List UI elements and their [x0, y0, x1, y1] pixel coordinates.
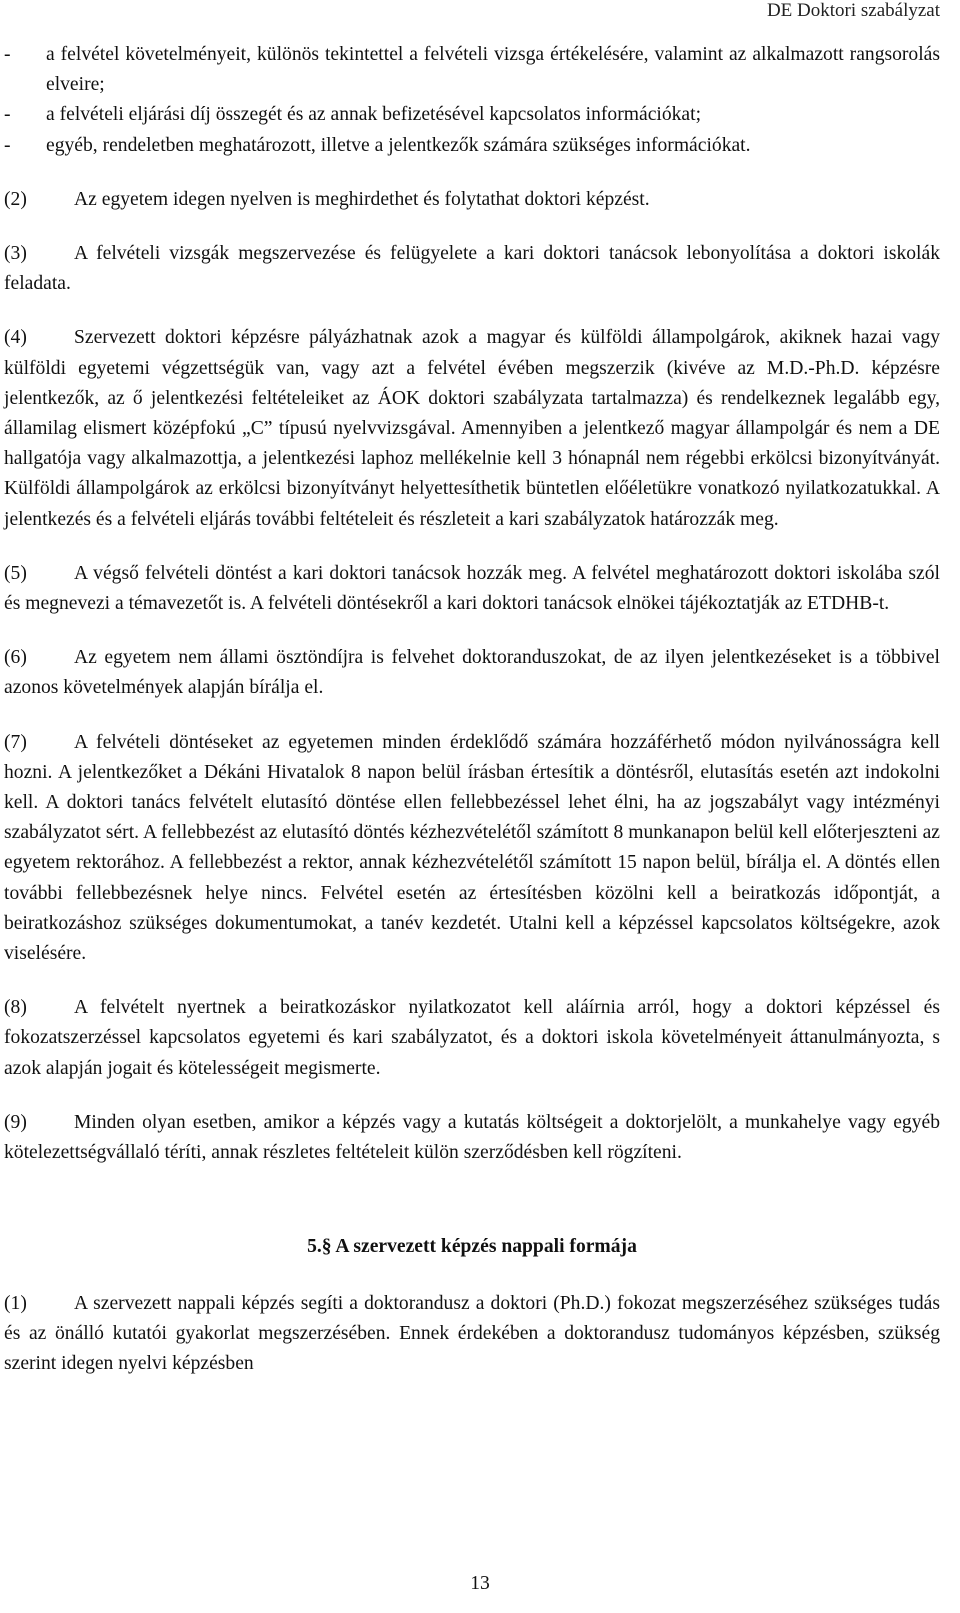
document-body — [4, 40, 940, 1403]
paragraph-4 — [4, 323, 940, 534]
paragraph-3 — [4, 239, 940, 299]
paragraph-text: A felvételt nyertnek a beiratkozáskor nyilatkozatot kell aláírnia arról, hogy a doktori képzéssel és fokozatszerzéssel kapcsolatos egyetemi és kari szabályzatot, és a doktori iskola követelményeit áttanulmányozta, s azok alapján jogait és kötelességeit megismerte. — [4, 997, 940, 1079]
paragraph-text: A felvételi döntéseket az egyetemen minden érdeklődő számára hozzáférhető módon nyilvánosságra kell hozni. A jelentkezőket a Dékáni Hivatalok 8 napon belül írásban értesítik a döntésről, elutasítás esetén azt indokolni kell. A doktori tanács felvételt elutasító döntése ellen fellebbezéssel lehet élni, ha az jogszabályt vagy intézményi szabályzatot sért. A fellebbezést az elutasító döntés kézhezvételétől számított 8 munkanapon belül kell előterjeszteni az egyetem rektorához. A fellebbezést a rektor, annak kézhezvételétől számított 15 napon belül, bírálja el. A döntés ellen további fellebbezésnek helye nincs. Felvétel esetén az értesítésben közölni kell a beiratkozás időpontját, a beiratkozáshoz szükséges dokumentumokat, a tanév kezdetét. Utalni kell a képzéssel kapcsolatos költségekre, azok viselésére. — [4, 731, 940, 965]
paragraph-text: A végső felvételi döntést a kari doktori tanácsok hozzák meg. A felvétel meghatározott doktori iskolába szól és megnevezi a témavezetőt is. A felvételi döntésekről a kari doktori tanácsok elnökei tájékoztatják az ETDHB-t. — [4, 562, 940, 615]
bullet-text: a felvételi eljárási díj összegét és az annak befizetésével kapcsolatos információkat; — [46, 104, 702, 126]
paragraph-7 — [4, 728, 940, 970]
paragraph-number: (8) — [4, 997, 27, 1019]
bullet-dash: - — [4, 134, 11, 156]
bullet-text: egyéb, rendeletben meghatározott, illetve a jelentkezők számára szükséges információkat. — [46, 134, 751, 156]
page-header: DE Doktori szabályzat — [766, 0, 940, 21]
page-number: 13 — [470, 1573, 490, 1594]
list-item — [4, 100, 940, 130]
paragraph-number: (9) — [4, 1111, 27, 1133]
paragraph-8 — [4, 993, 940, 1084]
paragraph-9 — [4, 1108, 940, 1168]
paragraph-number: (7) — [4, 731, 27, 753]
paragraph-2 — [4, 185, 940, 215]
list-item — [4, 40, 940, 100]
paragraph-6 — [4, 643, 940, 703]
bullet-text: a felvétel követelményeit, különös tekintettel a felvételi vizsga értékelésére, valamint az alkalmazott rangsorolás elveire; — [46, 44, 940, 96]
paragraph-text: Az egyetem nem állami ösztöndíjra is felvehet doktoranduszokat, de az ilyen jelentkezéseket is a többivel azonos követelmények alapján bírálja el. — [4, 647, 940, 699]
paragraph-number: (4) — [4, 327, 27, 349]
paragraph-number: (1) — [4, 1292, 27, 1314]
bullet-dash: - — [4, 44, 11, 65]
paragraph-text: Az egyetem idegen nyelven is meghirdethet és folytathat doktori képzést. — [74, 188, 650, 210]
list-item — [4, 131, 940, 161]
paragraph-number: (2) — [4, 188, 27, 210]
paragraph-number: (6) — [4, 647, 27, 669]
paragraph-number: (5) — [4, 562, 27, 584]
paragraph-text: A szervezett nappali képzés segíti a doktorandusz a doktori (Ph.D.) fokozat megszerzéséhez szükséges tudás és az önálló kutatói gyakorlat megszerzésében. Ennek érdekében a doktorandusz tudományos képzésben, szükség szerint idegen nyelvi képzésben — [4, 1292, 940, 1374]
paragraph-text: Minden olyan esetben, amikor a képzés vagy a kutatás költségeit a doktorjelölt, a munkahelye vagy egyéb kötelezettségvállaló téríti, annak részletes feltételeit külön szerződésben kell rögzíteni. — [4, 1111, 940, 1164]
section-paragraph-1 — [4, 1289, 940, 1380]
section-title: 5.§ A szervezett képzés nappali formája — [307, 1236, 637, 1258]
bullet-dash: - — [4, 104, 11, 126]
paragraph-number: (3) — [4, 243, 27, 265]
paragraph-5 — [4, 559, 940, 619]
paragraph-text: Szervezett doktori képzésre pályázhatnak azok a magyar és külföldi állampolgárok, akiknek hazai vagy külföldi egyetemi végzettségük van, vagy azt a felvétel évében megszerzik (kivéve az M.D.-Ph.D. képzésre jelentkezők, az ő jelentkezési feltételeiket az ÁOK doktori szabályzata tartalmazza) és rendelkeznek legalább egy, államilag elismert középfokú „C” típusú nyelvvizsgával. Amennyiben a jelentkező magyar állampolgár és nem a DE hallgatója vagy alkalmazottja, a jelentkezési laphoz mellékelnie kell 3 hónapnál nem régebbi erkölcsi bizonyítványát. Külföldi állampolgárok az erkölcsi bizonyítványt helyettesíthetik büntetlen előéletükre vonatkozó nyilatkozatukkal. A jelentkezés és a felvételi eljárás további feltételeit és részleteit a kari szabályzatok határozzák meg. — [4, 327, 940, 530]
paragraph-text: A felvételi vizsgák megszervezése és felügyelete a kari doktori tanácsok lebonyolítása a doktori iskolák feladata. — [4, 243, 940, 295]
